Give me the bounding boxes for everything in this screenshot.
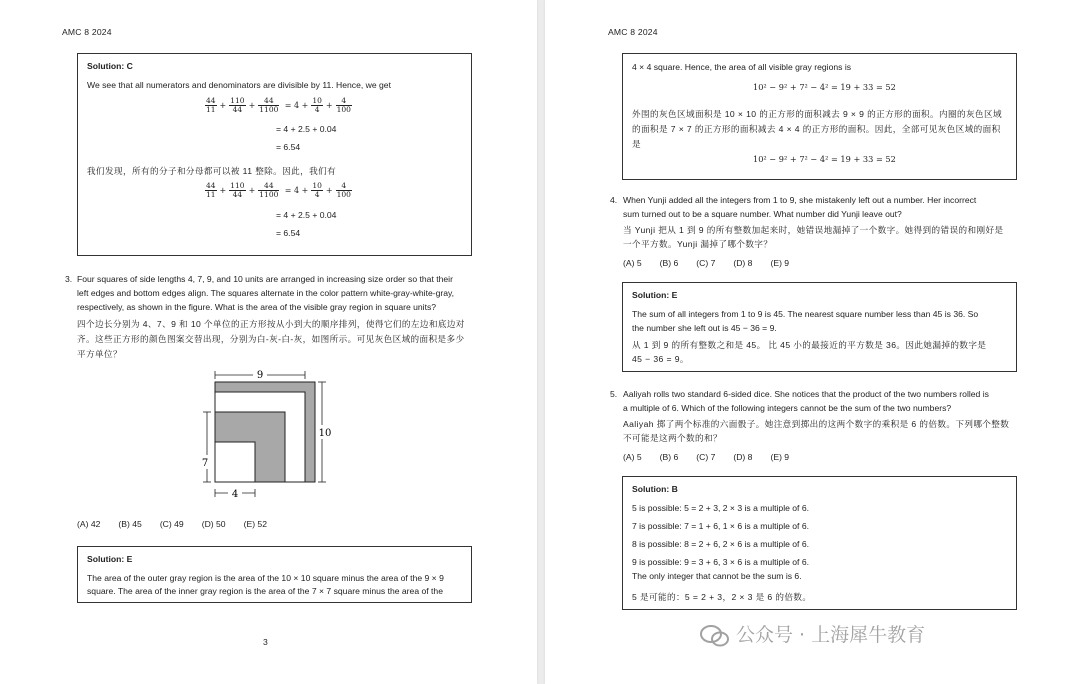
choice-a[interactable]: (A) 5 (623, 258, 642, 268)
fraction: $\frac{44}{1100}$ (259, 96, 279, 115)
solution-2-box (77, 53, 472, 256)
solution-2-title: Solution: C (87, 61, 133, 71)
solution-3-equation: 10² − 9² + 7² − 4² = 19 + 33 = 52 (753, 82, 896, 92)
solution-3-cont-line: 4 × 4 square. Hence, the area of all visible gray regions is (632, 62, 852, 72)
solution-2-text: We see that all numerators and denominators are divisible by 11. Hence, we get (87, 80, 391, 90)
choice-a[interactable]: (A) 42 (77, 519, 101, 529)
label-bottom: 4 (231, 489, 239, 500)
square-4-white (215, 442, 255, 482)
solution-2-cn-equation-3: = 6.54 (276, 228, 301, 238)
fraction: $\frac{44}{11}$ (206, 181, 216, 200)
left-page (0, 0, 537, 684)
choice-d[interactable]: (D) 8 (733, 452, 753, 462)
solution-5-cn-line: 5 是可能的：5 = 2 + 3，2 × 3 是 6 的倍数。 (632, 592, 812, 602)
solution-2-cn-equation-2: = 4 + 2.5 + 0.04 (276, 210, 337, 220)
label-top: 9 (256, 370, 264, 381)
question-3-choices (77, 518, 285, 530)
solution-5-box (622, 476, 1017, 610)
right-page (545, 0, 1080, 684)
solution-5-line: 9 is possible: 9 = 3 + 6, 3 × 6 is a multiple of 6. (632, 557, 809, 567)
watermark-text: 公众号 · 上海犀牛教育 (736, 624, 926, 646)
solution-4-cn-line: 从 1 到 9 的所有整数之和是 45。 比 45 小的最接近的平方数是 36。因此她漏掉的数字是 (632, 340, 987, 350)
right-page-header: AMC 8 2024 (608, 27, 658, 37)
question-5-number: 5. (610, 389, 618, 399)
solution-4-box (622, 282, 1017, 372)
choice-d[interactable]: (D) 8 (733, 258, 753, 268)
fraction: $\frac{44}{1100}$ (259, 181, 279, 200)
question-3-en-line: left edges and bottom edges align. The squares alternate in the color pattern white-gray-white-gray, (77, 288, 455, 298)
question-5-choices (623, 451, 807, 463)
question-4-en-line: When Yunji added all the integers from 1 to 9, she mistakenly left out a number. Her incorrect (623, 195, 977, 205)
question-4-choices (623, 257, 807, 269)
fraction: $\frac{10}{4}$ (312, 181, 322, 200)
fraction: $\frac{4}{100}$ (336, 181, 351, 200)
solution-2-cn-text: 我们发现，所有的分子和分母都可以被 11 整除。因此，我们有 (87, 166, 337, 176)
question-5-en-line: a multiple of 6. Which of the following integers cannot be the sum of the two numbers? (623, 403, 952, 413)
solution-3-continued-box (622, 53, 1017, 180)
question-3-en-line: Four squares of side lengths 4, 7, 9, and 10 units are arranged in increasing size order so that their (77, 274, 453, 284)
solution-5-line: The only integer that cannot be the sum is 6. (632, 571, 802, 581)
squares-figure (195, 362, 345, 502)
solution-2-equation-3: = 6.54 (276, 142, 301, 152)
solution-5-line: 5 is possible: 5 = 2 + 3, 2 × 3 is a multiple of 6. (632, 503, 809, 513)
choice-b[interactable]: (B) 6 (659, 452, 679, 462)
fraction: $\frac{110}{44}$ (230, 96, 245, 115)
left-page-number: 3 (263, 637, 268, 647)
fraction: $\frac{110}{44}$ (230, 181, 245, 200)
choice-c[interactable]: (C) 7 (696, 452, 716, 462)
question-3-en-line: respectively, as shown in the figure. What is the area of the visible gray region in square units? (77, 302, 437, 312)
question-3-number: 3. (65, 274, 73, 284)
watermark (700, 622, 925, 650)
solution-3-line: The area of the outer gray region is the area of the 10 × 10 square minus the area of the 9 × 9 (87, 573, 444, 583)
choice-c[interactable]: (C) 7 (696, 258, 716, 268)
solution-3-cn-line: 外围的灰色区域面积是 10 × 10 的正方形的面积减去 9 × 9 的正方形的面积。内圈的灰色区域 (632, 109, 1003, 119)
label-right: 10 (318, 428, 332, 439)
left-page-header: AMC 8 2024 (62, 27, 112, 37)
solution-4-title: Solution: E (632, 290, 678, 300)
choice-d[interactable]: (D) 50 (201, 519, 226, 529)
solution-3-title: Solution: E (87, 554, 133, 564)
solution-2-equation-1: $\frac{44}{11}$ + $\frac{110}{44}$ + $\frac{44}{1100}$ = 4 + $\frac{10}{4}$ + $\frac{4}{100}$ (206, 96, 351, 115)
question-5-cn-line: Aaliyah 掷了两个标准的六面骰子。她注意到掷出的这两个数字的乘积是 6 的倍数。下列哪个整数 (623, 419, 1010, 429)
solution-3-cn-line: 的面积是 7 × 7 的正方形的面积减去 4 × 4 的正方形的面积。因此，全部可见灰色区域的面积 (632, 124, 1001, 134)
question-3-cn-line: 四个边长分别为 4、7、9 和 10 个单位的正方形按从小到大的顺序排列，使得它们的左边和底边对 (77, 319, 465, 329)
solution-2-cn-equation-1: $\frac{44}{11}$ + $\frac{110}{44}$ + $\frac{44}{1100}$ = 4 + $\frac{10}{4}$ + $\frac{4}{100}$ (206, 181, 351, 200)
solution-2-equation-2: = 4 + 2.5 + 0.04 (276, 124, 337, 134)
solution-4-en-line: the number she left out is 45 − 36 = 9. (632, 323, 777, 333)
solution-5-line: 8 is possible: 8 = 2 + 6, 2 × 6 is a multiple of 6. (632, 539, 809, 549)
solution-5-line: 7 is possible: 7 = 1 + 6, 1 × 6 is a multiple of 6. (632, 521, 809, 531)
question-5-en-line: Aaliyah rolls two standard 6-sided dice. She notices that the product of the two numbers rolled is (623, 389, 989, 399)
choice-a[interactable]: (A) 5 (623, 452, 642, 462)
fraction: $\frac{44}{11}$ (206, 96, 216, 115)
fraction: $\frac{10}{4}$ (312, 96, 322, 115)
chat-bubbles-icon (700, 625, 730, 647)
question-4-en-line: sum turned out to be a square number. What number did Yunji leave out? (623, 209, 902, 219)
solution-3-line: square. The area of the inner gray region is the area of the 7 × 7 square minus the area of the (87, 586, 443, 596)
solution-4-cn-line: 45 − 36 = 9。 (632, 354, 689, 364)
solution-3-cn-equation: 10² − 9² + 7² − 4² = 19 + 33 = 52 (753, 154, 896, 164)
choice-e[interactable]: (E) 9 (770, 452, 790, 462)
fraction: $\frac{4}{100}$ (336, 96, 351, 115)
question-4-cn-line: 一个平方数。Yunji 漏掉了哪个数字？ (623, 239, 773, 249)
label-left: 7 (201, 458, 209, 469)
choice-c[interactable]: (C) 49 (159, 519, 184, 529)
solution-3-box (77, 546, 472, 603)
choice-e[interactable]: (E) 9 (770, 258, 790, 268)
question-4-cn-line: 当 Yunji 把从 1 到 9 的所有整数加起来时，她错误地漏掉了一个数字。她得到的错误的和刚好是 (623, 225, 1004, 235)
question-3-cn-line: 齐。这些正方形的颜色图案交替出现，分别为白-灰-白-灰，如图所示。可见灰色区域的面积是多少 (77, 334, 465, 344)
question-4-number: 4. (610, 195, 618, 205)
question-3-cn-line: 平方单位？ (77, 349, 122, 359)
choice-b[interactable]: (B) 45 (118, 519, 142, 529)
solution-4-en-line: The sum of all integers from 1 to 9 is 45. The nearest square number less than 45 is 36. So (632, 309, 979, 319)
solution-3-cn-line: 是 (632, 139, 641, 149)
question-5-cn-line: 不可能是这两个数的和？ (623, 433, 722, 443)
choice-e[interactable]: (E) 52 (243, 519, 267, 529)
solution-5-title: Solution: B (632, 484, 678, 494)
choice-b[interactable]: (B) 6 (659, 258, 679, 268)
